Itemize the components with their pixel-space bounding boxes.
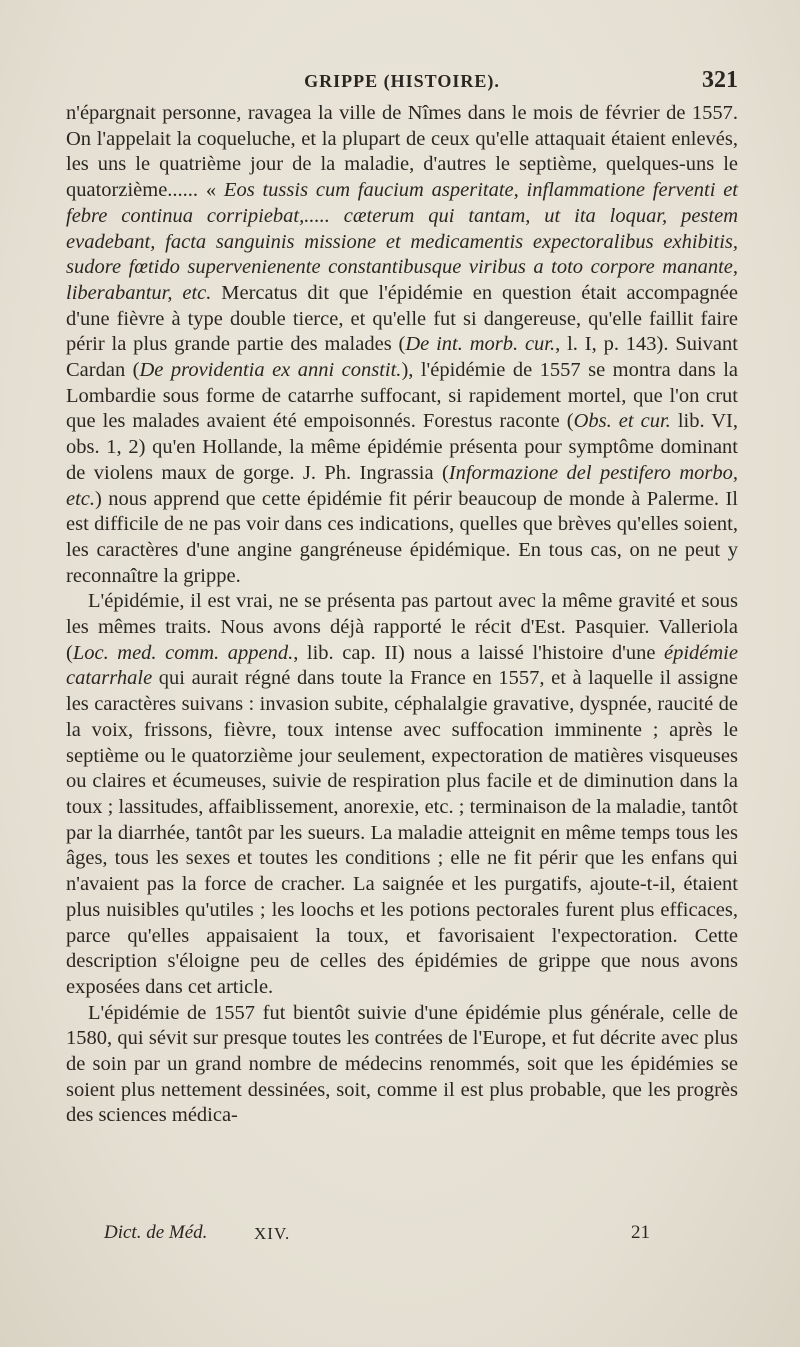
text-run: qui aurait régné dans toute la France en 1557, et à laquelle il assigne les caractères suivans : invasion subite, céphalalgie gravative, dyspnée, raucité de la voix, frissons, fièvre, toux intense avec suffocation imminente ; après le septième ou le quatorzième jour seulement, expectoration de matières visqueuses ou claires et écumeuses, suivie de respiration plus facile et de diminution dans la toux ; lassitudes, affaiblissement, anorexie, etc. ; terminaison de la maladie, tantôt par la diarrhée, tantôt par les sueurs. La maladie atteignit en même temps tous les âges, tous les sexes et toutes les conditions ; elle ne fit périr que les enfans qui n'avaient pas la force de cracher. La saignée et les purgatifs, ajoute-t-il, étaient plus nuisibles qu'utiles ; les loochs et les potions pectorales furent plus efficaces, parce qu'elles appaisaient la toux, et favorisaient l'expectoration. Cette description s'éloigne peu de celles des épidémies de grippe que nous avons exposées dans cet article. <box>66 667 738 998</box>
italic-text-run: Obs. et cur. <box>573 410 671 433</box>
footer-signature: 21 <box>631 1222 650 1243</box>
paragraph <box>66 1001 738 1130</box>
text-run: L'épidémie, il est vrai, ne se présenta pas partout avec la même gravité et sous les mêmes traits. Nous avons déjà rapporté le récit d'Est. Pasquier. Valleriola ( <box>66 590 738 664</box>
italic-text-run: Loc. med. comm. append. <box>72 641 294 664</box>
running-title: GRIPPE (HISTOIRE). <box>304 71 500 91</box>
page-header <box>66 67 738 103</box>
italic-text-run: Eos tussis cum faucium asperitate, inflammatione ferventi et febre continua corripiebat,..... cæterum qui tantam, ut ita loquar, pestem evadebant, facta sanguinis missione et medicamentis expectoralibus exhibitis, sudore fœtido supervenienente constantibusque viribus a toto corpore manante, liberabantur, etc. <box>66 179 739 304</box>
italic-text-run: De int. morb. cur. <box>405 333 556 356</box>
page-footer <box>104 1222 650 1250</box>
text-run: Mercatus dit que l'épidémie en question était accompagnée d'une fièvre à type double tierce, et qu'elle fut si dangereuse, qu'elle faillit faire périr la plus grande partie des malades ( <box>66 281 738 356</box>
italic-text-run: Informazione del pestifero morbo, etc. <box>66 461 738 510</box>
text-run: n'épargnait personne, ravagea la ville de Nîmes dans le mois de février de 1557. On l'appelait la coqueluche, et la plupart de ceux qu'elle attaquait étaient enlevés, les uns le quatrième jour de la maladie, d'autres le septième, quelques-uns le quatorzième...... « <box>66 102 738 202</box>
text-run: ), l'épidémie de 1557 se montra dans la Lombardie sous forme de catarrhe suffocant, si rapidement mortel, que l'on crut que les malades avaient été empoisonnés. Forestus raconte ( <box>66 359 739 433</box>
text-run: ) nous apprend que cette épidémie fit périr beaucoup de monde à Palerme. Il est difficile de ne pas voir dans ces indications, quelles que brèves qu'elles soient, les caractères d'une angine gangréneuse épidémique. En tous cas, on ne peut y reconnaître la grippe. <box>66 487 738 587</box>
paragraph <box>66 101 738 589</box>
italic-text-run: épidémie catarrhale <box>66 641 738 690</box>
text-run: , lib. cap. II) nous a laissé l'histoire d'une <box>293 641 664 664</box>
page-number: 321 <box>702 67 738 93</box>
body-text <box>66 101 738 1129</box>
italic-text-run: De providentia ex anni constit. <box>139 359 402 382</box>
text-run: , l. I, p. 143). Suivant Cardan ( <box>66 333 738 382</box>
text-run: L'épidémie de 1557 fut bientôt suivie d'une épidémie plus générale, celle de 1580, qui sévit sur presque toutes les contrées de l'Europe, et fut décrite avec plus de soin par un grand nombre de médecins renommés, soit que les épidémies se soient plus nettement dessinées, soit, comme il est plus probable, que les progrès des sciences médica- <box>66 1001 738 1127</box>
footer-volume: XIV. <box>254 1224 291 1243</box>
text-run: lib. VI, obs. 1, 2) qu'en Hollande, la même épidémie présenta pour symptôme dominant de violens maux de gorge. J. Ph. Ingrassia ( <box>66 410 738 484</box>
footer-title: Dict. de Méd. <box>104 1222 208 1243</box>
paragraph <box>66 589 738 1000</box>
